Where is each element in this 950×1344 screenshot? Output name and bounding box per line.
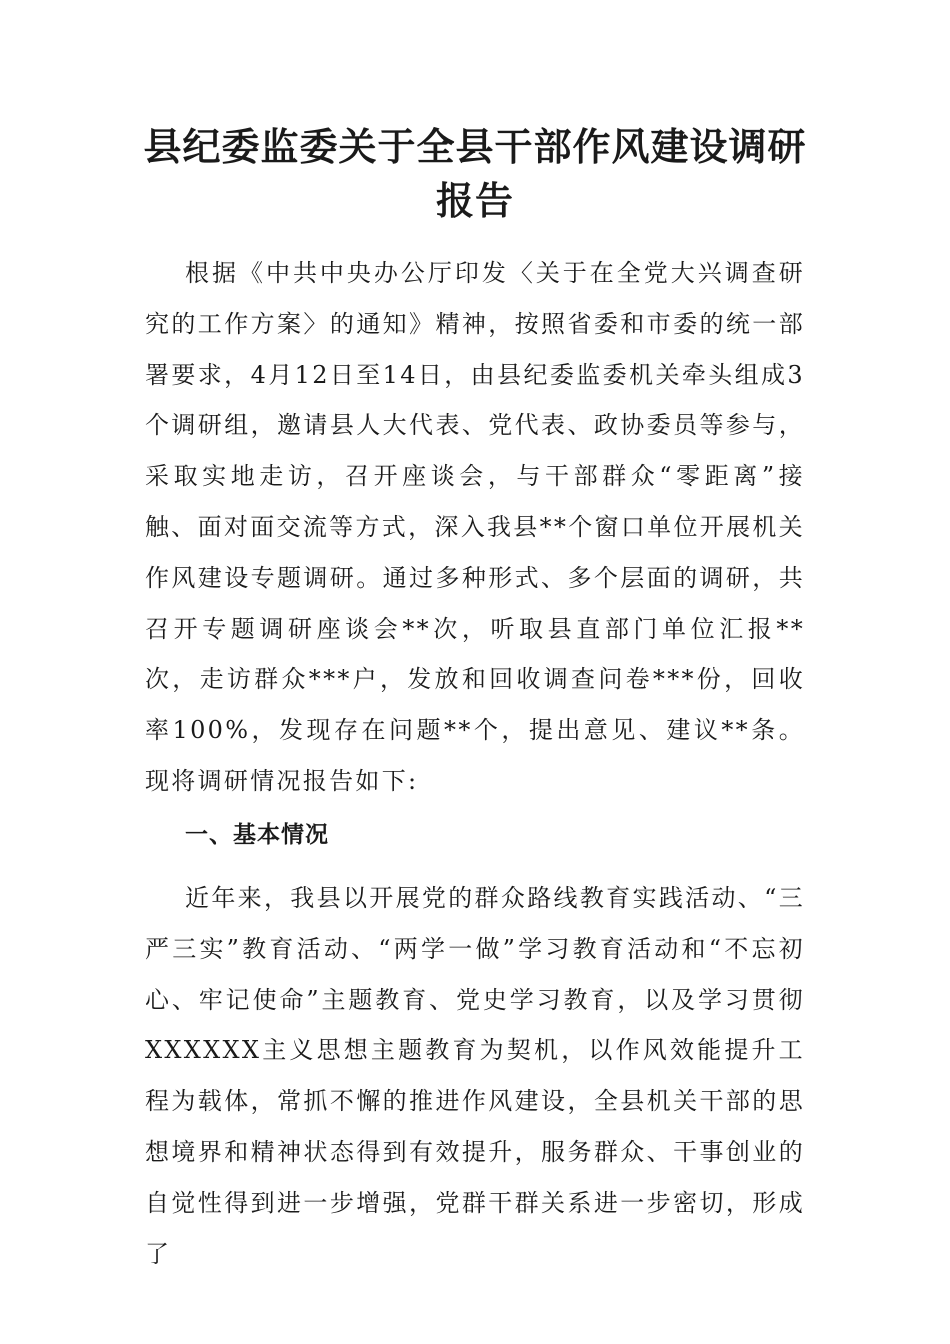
intro-paragraph: 根据《中共中央办公厅印发〈关于在全党大兴调查研究的工作方案〉的通知》精神，按照省委和市委的统一部署要求，4月12日至14日，由县纪委监委机关牵头组成3个调研组，邀请县人大代表、党代表、政协委员等参与，采取实地走访，召开座谈会，与干部群众“零距离”接触、面对面交流等方式，深入我县**个窗口单位开展机关作风建设专题调研。通过多种形式、多个层面的调研，共召开专题调研座谈会**次，听取县直部门单位汇报**次，走访群众***户，发放和回收调查问卷***份，回收率100%，发现存在问题**个，提出意见、建议**条。现将调研情况报告如下: xyxy=(145,259,805,795)
section-paragraph: 近年来，我县以开展党的群众路线教育实践活动、“三严三实”教育活动、“两学一做”学习教育活动和“不忘初心、牢记使命”主题教育、党史学习教育，以及学习贯彻XXXXXX主义思想主题教育为契机，以作风效能提升工程为载体，常抓不懈的推进作风建设，全县机关干部的思想境界和精神状态得到有效提升，服务群众、干事创业的自觉性得到进一步增强，党群干群关系进一步密切，形成了 xyxy=(145,884,805,1268)
document-title: 县纪委监委关于全县干部作风建设调研报告 xyxy=(143,124,807,223)
section-heading: 一、基本情况 xyxy=(185,822,329,848)
